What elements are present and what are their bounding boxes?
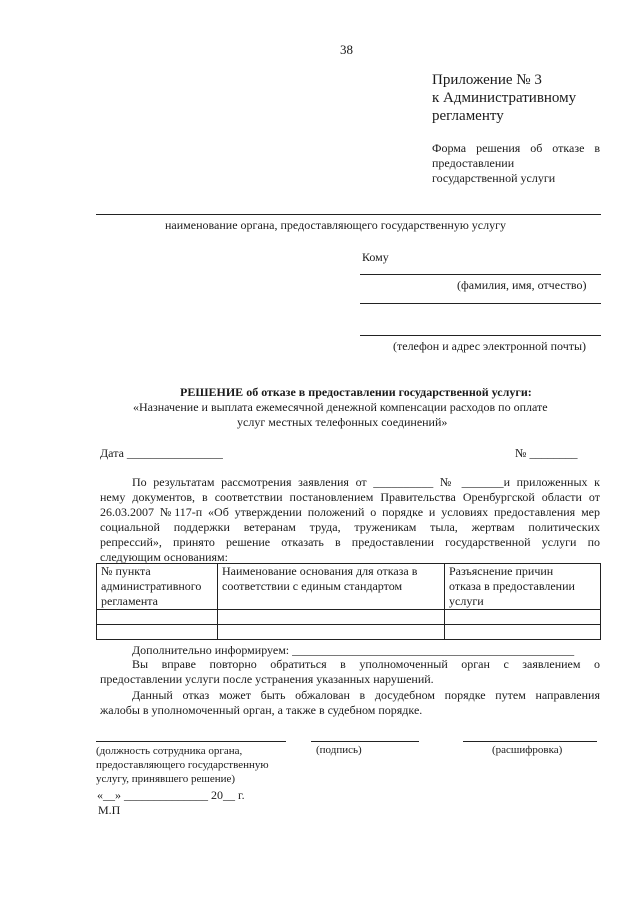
signature-date-field[interactable]: «__» ______________ 20__ г. (97, 788, 245, 802)
table-cell[interactable] (218, 625, 445, 640)
reapply-line: предоставлении услуги после устранения указанных нарушений. (100, 672, 434, 686)
form-title-line: предоставлении (432, 156, 515, 170)
header-text: регламента (101, 594, 159, 608)
body-line: По результатам рассмотрения заявления от __________ № _______и приложенных к (132, 475, 600, 489)
recipient-extra-field[interactable] (360, 303, 601, 304)
table-header-row (97, 564, 601, 610)
caption-line: предоставляющего государственную (96, 759, 269, 771)
table-cell[interactable] (218, 610, 445, 625)
organ-caption: наименование органа, предоставляющего государственную услугу (165, 218, 507, 232)
appendix-line: к Административному (432, 90, 577, 106)
table-row (97, 610, 601, 625)
stamp-label: М.П (98, 803, 121, 817)
table-cell[interactable] (445, 610, 601, 625)
header-cell-explanation (445, 564, 601, 610)
additional-info-field[interactable]: Дополнительно информируем: _______________________________________________ (132, 643, 575, 657)
caption-line: услугу, принявшего решение) (96, 773, 236, 785)
position-field[interactable] (96, 741, 286, 742)
fio-caption: (фамилия, имя, отчество) (457, 278, 587, 292)
header-text: отказа в предоставлении (449, 579, 575, 593)
body-line: нему документов, в соответствии постановлением Правительства Оренбургской области от (100, 490, 600, 504)
recipient-contact-field[interactable] (360, 335, 601, 336)
header-text: административного (101, 579, 202, 593)
number-field[interactable]: № ________ (515, 446, 578, 460)
form-title-line: государственной услуги (432, 171, 556, 185)
to-label: Кому (362, 250, 389, 264)
sign-caption: (подпись) (316, 744, 362, 756)
header-cell-reason (218, 564, 445, 610)
decision-title: РЕШЕНИЕ об отказе в предоставлении государственной услуги: (180, 385, 532, 399)
page-number: 38 (340, 42, 353, 57)
table-cell[interactable] (97, 610, 218, 625)
header-text: услуги (449, 594, 484, 608)
recipient-name-field[interactable] (360, 274, 601, 275)
body-line: следующим основаниям: (100, 550, 228, 564)
decision-subtitle: «Назначение и выплата ежемесячной денежной компенсации расходов по оплате (133, 400, 548, 414)
organ-name-field[interactable] (96, 214, 601, 215)
table-cell[interactable] (97, 625, 218, 640)
appeal-paragraph (100, 688, 600, 718)
decode-field[interactable] (463, 741, 597, 742)
table-cell[interactable] (445, 625, 601, 640)
reapply-line: Вы вправе повторно обратиться в уполномоченный орган с заявлением о (132, 657, 600, 671)
refusal-reasons-table (96, 563, 601, 640)
decode-caption: (расшифровка) (492, 744, 563, 756)
reapply-paragraph (100, 657, 600, 687)
header-text: № пункта (101, 564, 151, 578)
form-title-line: Форма решения об отказе в (432, 141, 600, 155)
signature-field[interactable] (311, 741, 419, 742)
date-field[interactable]: Дата ________________ (100, 446, 223, 460)
header-text: Разъяснение причин (449, 564, 554, 578)
appendix-line: регламенту (432, 108, 504, 124)
body-line: 26.03.2007 №117-п «Об утверждении положений о порядке и условиях предоставления мер (100, 505, 600, 519)
contact-caption: (телефон и адрес электронной почты) (393, 339, 587, 353)
body-line: репрессий», принято решение отказать в предоставлении государственной услуги по (100, 535, 600, 549)
header-text: соответствии с единым стандартом (222, 579, 403, 593)
header-cell-item (97, 564, 218, 610)
header-text: Наименование основания для отказа в (222, 564, 418, 578)
appeal-line: Данный отказ может быть обжалован в досудебном порядке путем направления (132, 688, 600, 702)
body-paragraph (100, 475, 600, 565)
appendix-line: Приложение № 3 (432, 72, 542, 88)
appeal-line: жалобы в уполномоченный орган, а также в судебном порядке. (100, 703, 423, 717)
decision-subtitle: услуг местных телефонных соединений» (237, 415, 448, 429)
position-caption (96, 744, 269, 786)
body-line: социальной поддержки ветеранам труда, труженикам тыла, жертвам политических (100, 520, 600, 534)
caption-line: (должность сотрудника органа, (96, 745, 243, 757)
table-row (97, 625, 601, 640)
